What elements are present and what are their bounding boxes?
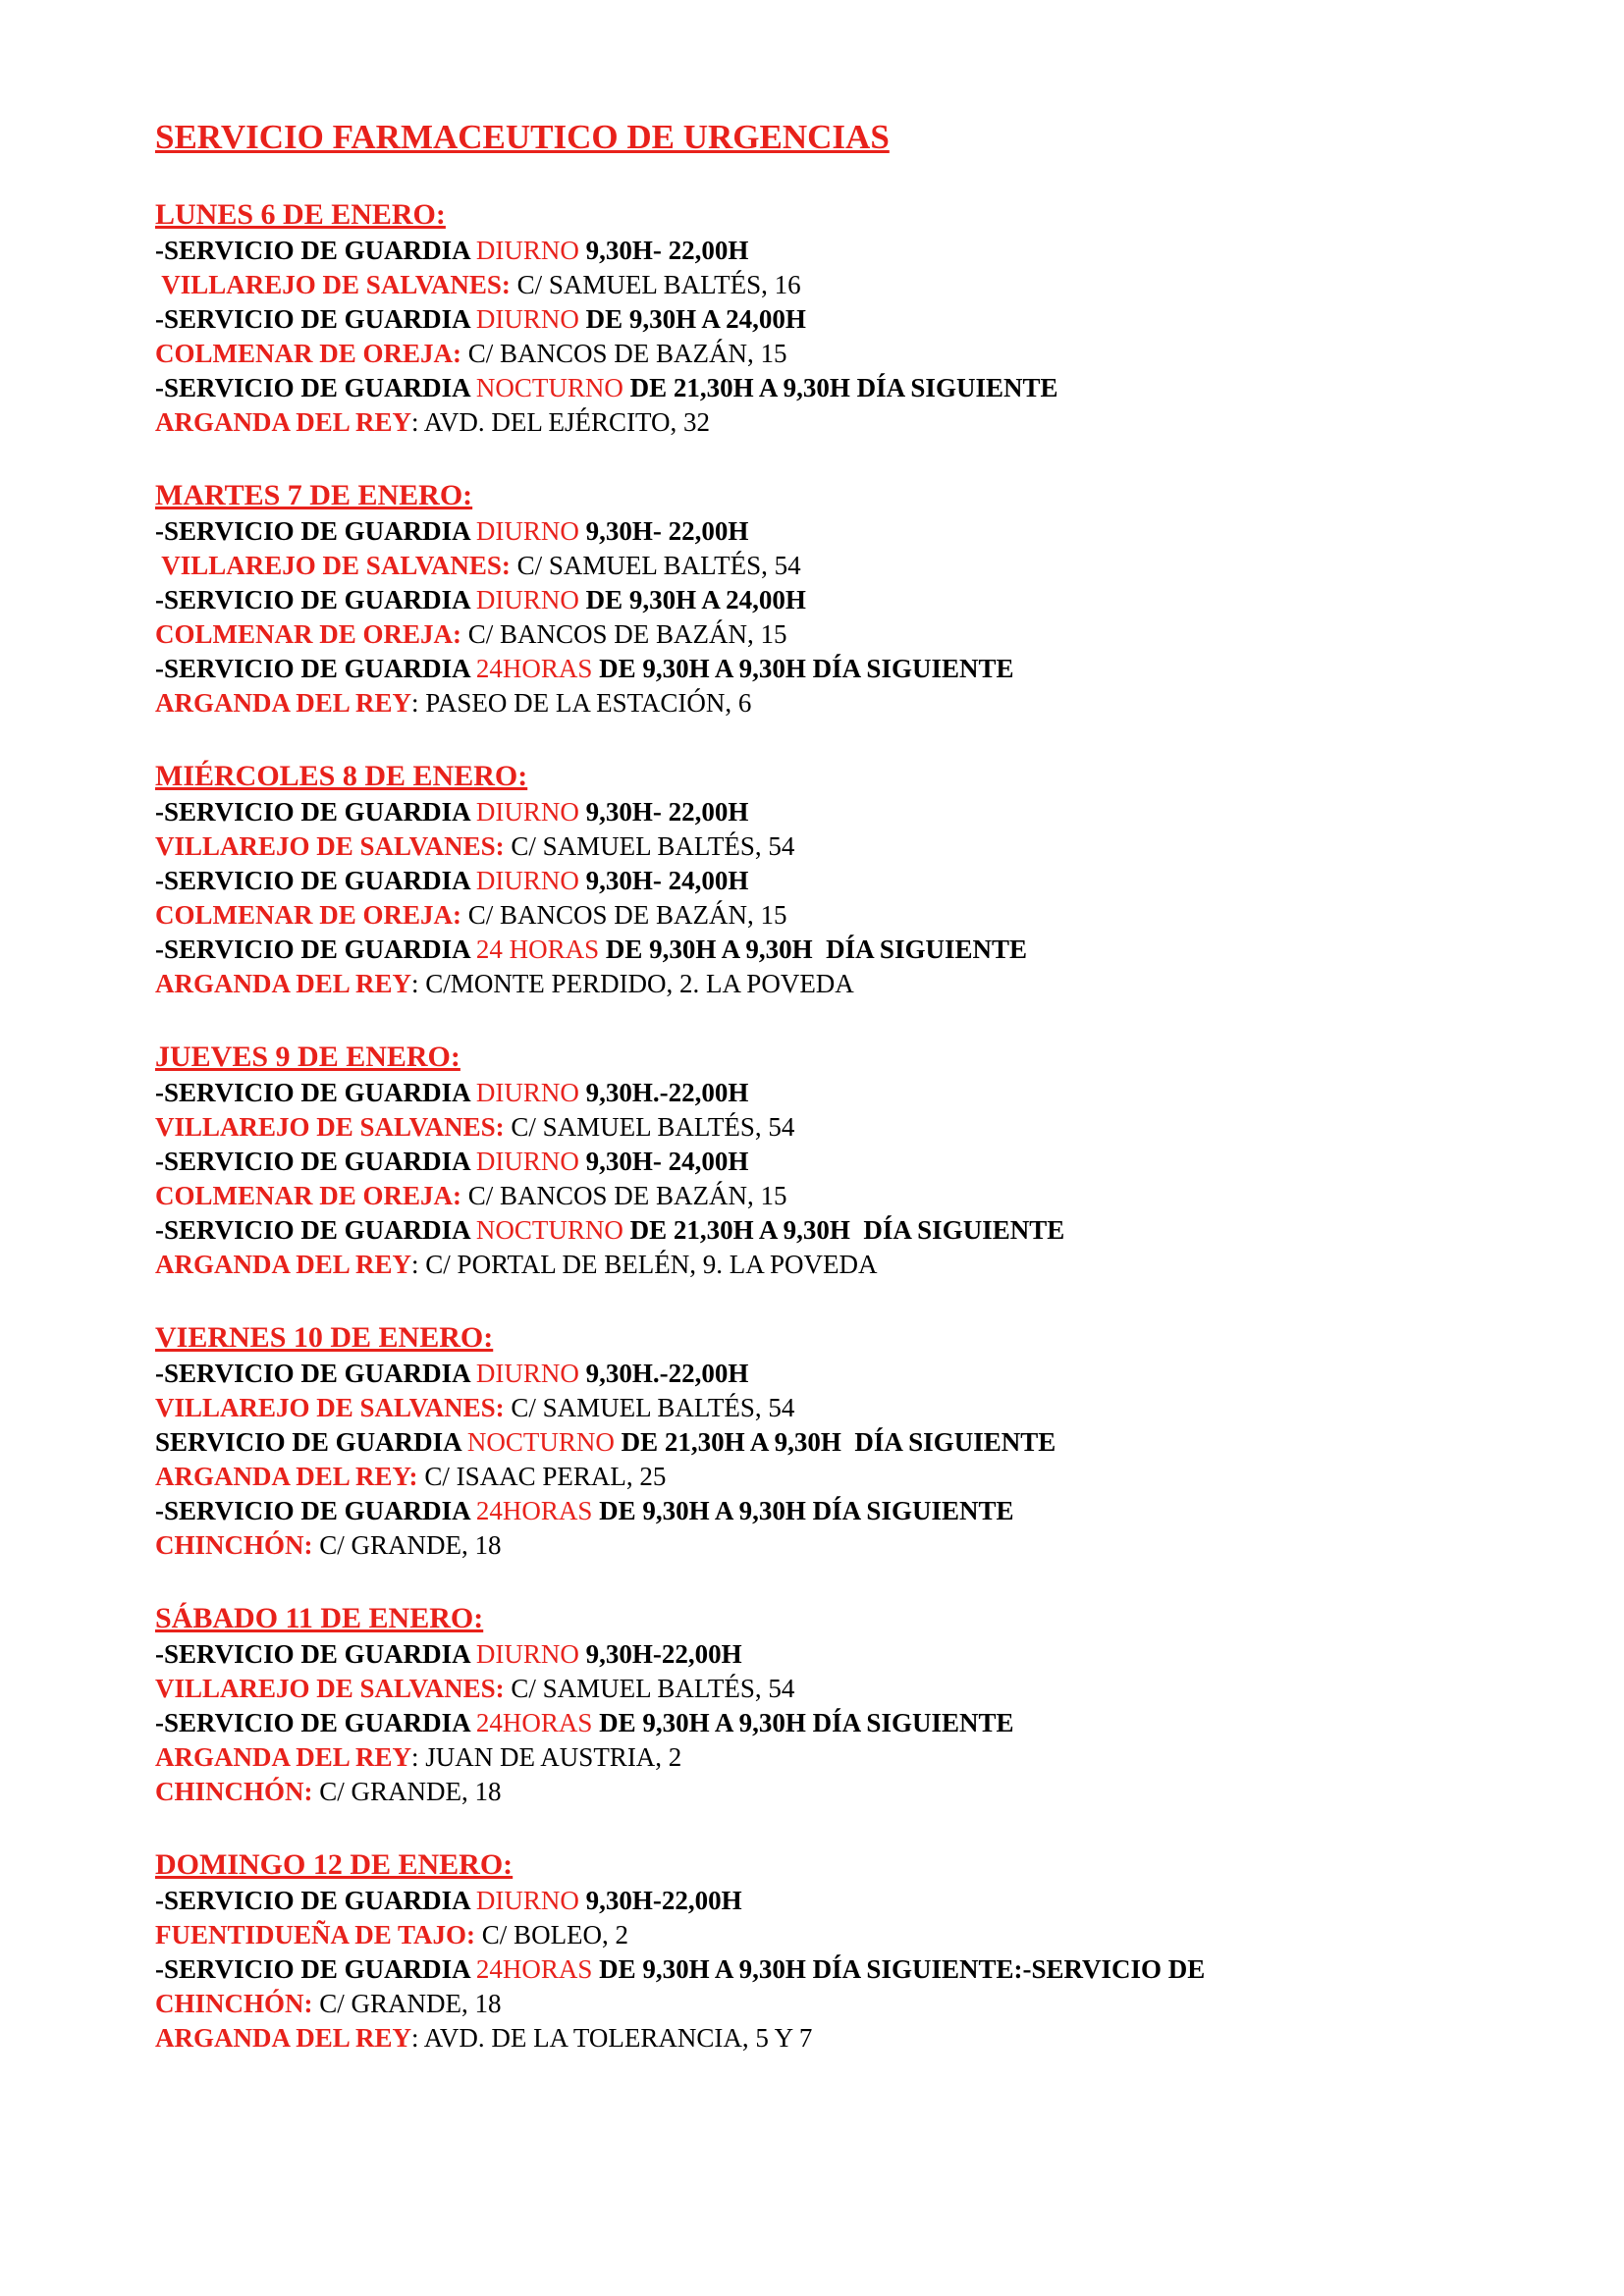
service-line	[155, 652, 1569, 686]
service-type: DIURNO	[475, 1886, 579, 1915]
town-name: VILLAREJO DE SALVANES:	[155, 1393, 505, 1422]
address-text: C/ GRANDE, 18	[312, 1530, 502, 1560]
town-name: COLMENAR DE OREJA:	[155, 900, 462, 930]
address-text: : C/MONTE PERDIDO, 2. LA POVEDA	[411, 969, 854, 998]
service-text: 9,30H- 22,00H	[578, 797, 749, 827]
town-name: FUENTIDUEÑA DE TAJO:	[155, 1920, 476, 1949]
pharmacy-address-line	[155, 617, 1569, 652]
service-text: DE 9,30H A 9,30H DÍA SIGUIENTE	[592, 654, 1014, 683]
address-text: : PASEO DE LA ESTACIÓN, 6	[411, 688, 752, 718]
pharmacy-address-line	[155, 1918, 1569, 1952]
service-text: 9,30H-22,00H	[578, 1639, 742, 1669]
town-name: ARGANDA DEL REY	[155, 688, 412, 718]
service-line	[155, 302, 1569, 337]
address-text: C/ SAMUEL BALTÉS, 54	[504, 1112, 795, 1142]
service-text: -SERVICIO DE GUARDIA	[155, 1215, 476, 1245]
pharmacy-address-line	[155, 967, 1569, 1001]
service-text: -SERVICIO DE GUARDIA	[155, 654, 476, 683]
town-name: ARGANDA DEL REY:	[155, 1462, 418, 1491]
pharmacy-address-line	[155, 1987, 1569, 2021]
service-type: DIURNO	[475, 236, 579, 265]
pharmacy-address-line	[155, 1740, 1569, 1775]
address-text: C/ BANCOS DE BAZÁN, 15	[461, 619, 787, 649]
address-text: : JUAN DE AUSTRIA, 2	[411, 1742, 682, 1772]
address-text: C/ BANCOS DE BAZÁN, 15	[461, 900, 787, 930]
service-type: DIURNO	[475, 1639, 579, 1669]
service-text: 9,30H.-22,00H	[578, 1359, 749, 1388]
service-text: -SERVICIO DE GUARDIA	[155, 1639, 476, 1669]
pharmacy-address-line	[155, 1110, 1569, 1145]
address-text: C/ ISAAC PERAL, 25	[417, 1462, 667, 1491]
service-type: DIURNO	[475, 585, 579, 614]
pharmacy-address-line	[155, 405, 1569, 440]
service-type: DIURNO	[475, 516, 579, 546]
service-line	[155, 795, 1569, 829]
service-text: DE 21,30H A 9,30H DÍA SIGUIENTE	[623, 1215, 1065, 1245]
service-text: DE 9,30H A 9,30H DÍA SIGUIENTE:-SERVICIO DE	[592, 1954, 1206, 1984]
pharmacy-address-line	[155, 1179, 1569, 1213]
day-section	[155, 1039, 1569, 1282]
day-heading: LUNES 6 DE ENERO:	[155, 198, 446, 231]
service-text: -SERVICIO DE GUARDIA	[155, 1359, 476, 1388]
service-text: -SERVICIO DE GUARDIA	[155, 585, 476, 614]
service-text: 9,30H- 24,00H	[578, 866, 749, 895]
service-line	[155, 1706, 1569, 1740]
service-line	[155, 1145, 1569, 1179]
pharmacy-address-line	[155, 1248, 1569, 1282]
service-type: NOCTURNO	[475, 373, 623, 402]
service-line	[155, 1494, 1569, 1528]
service-line	[155, 1076, 1569, 1110]
town-name: ARGANDA DEL REY	[155, 1742, 412, 1772]
service-type: 24 HORAS	[475, 934, 600, 964]
town-name: COLMENAR DE OREJA:	[155, 339, 462, 368]
address-text: C/ GRANDE, 18	[312, 1989, 502, 2018]
day-heading: SÁBADO 11 DE ENERO:	[155, 1602, 484, 1634]
service-text: -SERVICIO DE GUARDIA	[155, 1147, 476, 1176]
service-text: -SERVICIO DE GUARDIA	[155, 1496, 476, 1525]
pharmacy-address-line	[155, 1672, 1569, 1706]
service-text: -SERVICIO DE GUARDIA	[155, 373, 476, 402]
service-line	[155, 864, 1569, 898]
day-section	[155, 758, 1569, 1001]
day-list	[155, 196, 1569, 2056]
town-name: VILLAREJO DE SALVANES:	[155, 831, 505, 861]
service-text: -SERVICIO DE GUARDIA	[155, 304, 476, 334]
service-text: -SERVICIO DE GUARDIA	[155, 934, 476, 964]
service-text: -SERVICIO DE GUARDIA	[155, 516, 476, 546]
day-section	[155, 477, 1569, 721]
service-type: DIURNO	[475, 797, 579, 827]
town-name: COLMENAR DE OREJA:	[155, 619, 462, 649]
pharmacy-address-line	[155, 549, 1569, 583]
pharmacy-address-line	[155, 829, 1569, 864]
service-text: -SERVICIO DE GUARDIA	[155, 236, 476, 265]
pharmacy-address-line	[155, 2021, 1569, 2056]
day-heading: VIERNES 10 DE ENERO:	[155, 1321, 494, 1354]
service-text: 9,30H- 22,00H	[578, 236, 749, 265]
address-text: C/ GRANDE, 18	[312, 1777, 502, 1806]
pharmacy-address-line	[155, 1460, 1569, 1494]
pharmacy-address-line	[155, 1528, 1569, 1563]
service-text: DE 9,30H A 9,30H DÍA SIGUIENTE	[592, 1496, 1014, 1525]
day-heading: JUEVES 9 DE ENERO:	[155, 1041, 460, 1073]
town-name: ARGANDA DEL REY	[155, 1250, 412, 1279]
service-text: -SERVICIO DE GUARDIA	[155, 866, 476, 895]
town-name: CHINCHÓN:	[155, 1530, 313, 1560]
document-page	[155, 114, 1569, 2093]
town-name: VILLAREJO DE SALVANES:	[155, 1112, 505, 1142]
service-text: DE 9,30H A 9,30H DÍA SIGUIENTE	[599, 934, 1027, 964]
address-text: : AVD. DEL EJÉRCITO, 32	[411, 407, 711, 437]
service-line	[155, 933, 1569, 967]
service-line	[155, 514, 1569, 549]
pharmacy-address-line	[155, 1391, 1569, 1425]
service-text: -SERVICIO DE GUARDIA	[155, 797, 476, 827]
address-text: : AVD. DE LA TOLERANCIA, 5 Y 7	[411, 2023, 813, 2053]
address-text: C/ BANCOS DE BAZÁN, 15	[461, 339, 787, 368]
address-text: : C/ PORTAL DE BELÉN, 9. LA POVEDA	[411, 1250, 878, 1279]
service-text: DE 21,30H A 9,30H DÍA SIGUIENTE	[623, 373, 1058, 402]
service-line	[155, 234, 1569, 268]
service-text: DE 9,30H A 9,30H DÍA SIGUIENTE	[592, 1708, 1014, 1737]
service-type: NOCTURNO	[475, 1215, 623, 1245]
pharmacy-address-line	[155, 337, 1569, 371]
service-text: 9,30H-22,00H	[578, 1886, 742, 1915]
day-heading: DOMINGO 12 DE ENERO:	[155, 1848, 514, 1881]
pharmacy-address-line	[155, 1775, 1569, 1809]
service-type: DIURNO	[475, 1078, 579, 1107]
town-name: CHINCHÓN:	[155, 1989, 313, 2018]
town-name: COLMENAR DE OREJA:	[155, 1181, 462, 1210]
day-section	[155, 1600, 1569, 1809]
service-text: DE 21,30H A 9,30H DÍA SIGUIENTE	[614, 1427, 1056, 1457]
service-line	[155, 371, 1569, 405]
address-text: C/ SAMUEL BALTÉS, 54	[504, 831, 795, 861]
address-text: C/ SAMUEL BALTÉS, 16	[510, 270, 801, 299]
service-type: DIURNO	[475, 866, 579, 895]
town-name: VILLAREJO DE SALVANES:	[155, 551, 511, 580]
service-text: -SERVICIO DE GUARDIA	[155, 1886, 476, 1915]
town-name: ARGANDA DEL REY	[155, 407, 412, 437]
page-title: SERVICIO FARMACEUTICO DE URGENCIAS	[155, 118, 890, 156]
address-text: C/ BOLEO, 2	[475, 1920, 629, 1949]
service-text: DE 9,30H A 24,00H	[578, 304, 806, 334]
town-name: CHINCHÓN:	[155, 1777, 313, 1806]
service-type: DIURNO	[475, 1147, 579, 1176]
address-text: C/ BANCOS DE BAZÁN, 15	[461, 1181, 787, 1210]
pharmacy-address-line	[155, 898, 1569, 933]
service-text: SERVICIO DE GUARDIA	[155, 1427, 467, 1457]
pharmacy-address-line	[155, 268, 1569, 302]
service-text: 9,30H- 24,00H	[578, 1147, 749, 1176]
service-type: 24HORAS	[475, 1708, 593, 1737]
town-name: VILLAREJO DE SALVANES:	[155, 270, 511, 299]
service-type: 24HORAS	[475, 1954, 593, 1984]
day-section	[155, 1846, 1569, 2056]
service-type: 24HORAS	[475, 1496, 593, 1525]
service-type: 24HORAS	[475, 654, 593, 683]
day-heading: MIÉRCOLES 8 DE ENERO:	[155, 760, 528, 792]
service-text: -SERVICIO DE GUARDIA	[155, 1708, 476, 1737]
service-line	[155, 1884, 1569, 1918]
address-text: C/ SAMUEL BALTÉS, 54	[504, 1674, 795, 1703]
service-type: NOCTURNO	[466, 1427, 615, 1457]
service-text: 9,30H.-22,00H	[578, 1078, 749, 1107]
service-text: 9,30H- 22,00H	[578, 516, 749, 546]
service-line	[155, 583, 1569, 617]
service-line	[155, 1952, 1569, 1987]
day-heading: MARTES 7 DE ENERO:	[155, 479, 473, 511]
town-name: ARGANDA DEL REY	[155, 969, 412, 998]
town-name: VILLAREJO DE SALVANES:	[155, 1674, 505, 1703]
service-line	[155, 1637, 1569, 1672]
service-line	[155, 1213, 1569, 1248]
day-section	[155, 1319, 1569, 1563]
service-line	[155, 1357, 1569, 1391]
address-text: C/ SAMUEL BALTÉS, 54	[504, 1393, 795, 1422]
pharmacy-address-line	[155, 686, 1569, 721]
town-name: ARGANDA DEL REY	[155, 2023, 412, 2053]
service-type: DIURNO	[475, 304, 579, 334]
address-text: C/ SAMUEL BALTÉS, 54	[510, 551, 801, 580]
service-text: -SERVICIO DE GUARDIA	[155, 1078, 476, 1107]
service-type: DIURNO	[475, 1359, 579, 1388]
service-text: -SERVICIO DE GUARDIA	[155, 1954, 476, 1984]
service-text: DE 9,30H A 24,00H	[578, 585, 806, 614]
day-section	[155, 196, 1569, 440]
service-line	[155, 1425, 1569, 1460]
